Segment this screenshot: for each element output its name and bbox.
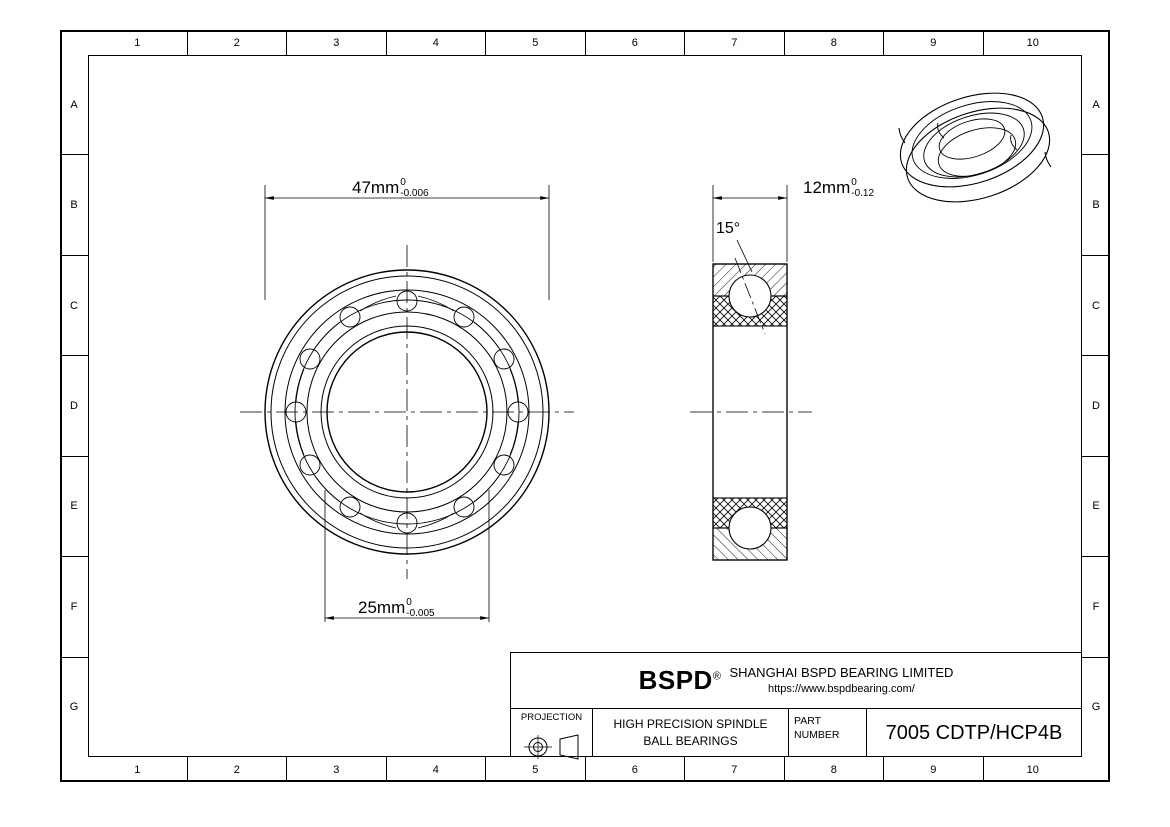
zone-col-top-3: 3: [287, 30, 387, 55]
zone-col-bottom-1: 1: [88, 757, 188, 782]
product-description-line1: HIGH PRECISION SPINDLE: [613, 717, 768, 732]
dimension-contact-angle-label: 15°: [716, 220, 741, 237]
zone-col-top-4: 4: [387, 30, 487, 55]
brand-name: BSPD: [638, 664, 713, 695]
part-number-label: [789, 709, 867, 757]
bore-value: 25mm: [358, 597, 406, 617]
width-value: 12mm: [803, 177, 851, 197]
part-number-label-line2: NUMBER: [794, 728, 840, 741]
zone-row-left-A: A: [60, 55, 88, 155]
zone-row-right-A: A: [1082, 55, 1110, 155]
zone-row-right-D: D: [1082, 356, 1110, 456]
bore-tol-lower: -0.005: [406, 607, 435, 619]
dimension-outer-diameter-label: [352, 178, 429, 199]
zone-row-left-G: G: [69, 701, 79, 714]
zone-col-bottom-4: 4: [387, 757, 487, 782]
product-description: [613, 716, 767, 750]
title-block: [510, 652, 1082, 757]
zone-col-bottom-8: 8: [785, 757, 885, 782]
zone-row-right-E: E: [1082, 457, 1110, 557]
od-tol-upper: 0: [400, 177, 406, 188]
zone-col-bottom-10: 10: [1026, 763, 1039, 776]
title-block-body: [511, 709, 1081, 757]
dimension-bore-label: [358, 598, 435, 619]
company-website[interactable]: https://www.bspdbearing.com/: [768, 682, 915, 695]
zone-row-left-E: E: [60, 457, 88, 557]
zone-row-left-B: B: [60, 155, 88, 255]
zone-col-top-5: 5: [486, 30, 586, 55]
brand-wrap: [639, 664, 954, 696]
zone-strip-left: [60, 55, 88, 757]
zone-col-bottom-5: 5: [486, 757, 586, 782]
part-number-label-line1: PART: [794, 715, 822, 727]
brand-logo: [639, 665, 722, 696]
zone-row-left-C: C: [60, 256, 88, 356]
width-tol-lower: -0.12: [851, 187, 875, 199]
zone-col-top-6: 6: [586, 30, 686, 55]
zone-col-top-8: 8: [785, 30, 885, 55]
width-tol-upper: 0: [851, 177, 857, 188]
bore-tol-upper: 0: [406, 597, 412, 608]
zone-strip-bottom: [88, 757, 1082, 782]
zone-col-top-9: 9: [884, 30, 984, 55]
projection-cell: [511, 709, 593, 757]
zone-row-right-G: G: [1091, 701, 1101, 714]
zone-col-bottom-7: 7: [685, 757, 785, 782]
dimension-width-label: [803, 178, 874, 199]
zone-col-bottom-2: 2: [188, 757, 288, 782]
zone-col-top-1: 1: [88, 30, 188, 55]
zone-row-right-B: B: [1082, 155, 1110, 255]
title-block-header: [511, 653, 1081, 709]
od-value: 47mm: [352, 177, 400, 197]
product-description-line2: BALL BEARINGS: [643, 734, 738, 748]
company-name: SHANGHAI BSPD BEARING LIMITED: [729, 665, 954, 681]
zone-col-top-10: 10: [1026, 36, 1039, 49]
zone-row-right-F: F: [1082, 557, 1110, 657]
zone-row-left-D: D: [60, 356, 88, 456]
zone-row-left-F: F: [60, 557, 88, 657]
zone-strip-top: [88, 30, 1082, 55]
width-tolerance: [851, 178, 874, 199]
part-number-value: 7005 CDTP/HCP4B: [885, 721, 1063, 744]
od-tolerance: [400, 178, 428, 199]
zone-col-bottom-9: 9: [884, 757, 984, 782]
product-description-cell: [593, 709, 789, 757]
company-info: [729, 664, 953, 696]
zone-strip-right: [1082, 55, 1110, 757]
zone-col-bottom-6: 6: [586, 757, 686, 782]
zone-col-top-2: 2: [188, 30, 288, 55]
zone-col-top-7: 7: [685, 30, 785, 55]
zone-col-bottom-3: 3: [287, 757, 387, 782]
zone-row-right-C: C: [1082, 256, 1110, 356]
projection-label: PROJECTION: [520, 712, 583, 723]
od-tol-lower: -0.006: [400, 187, 429, 199]
bore-tolerance: [406, 598, 434, 619]
brand-registered-mark: ®: [712, 670, 722, 683]
